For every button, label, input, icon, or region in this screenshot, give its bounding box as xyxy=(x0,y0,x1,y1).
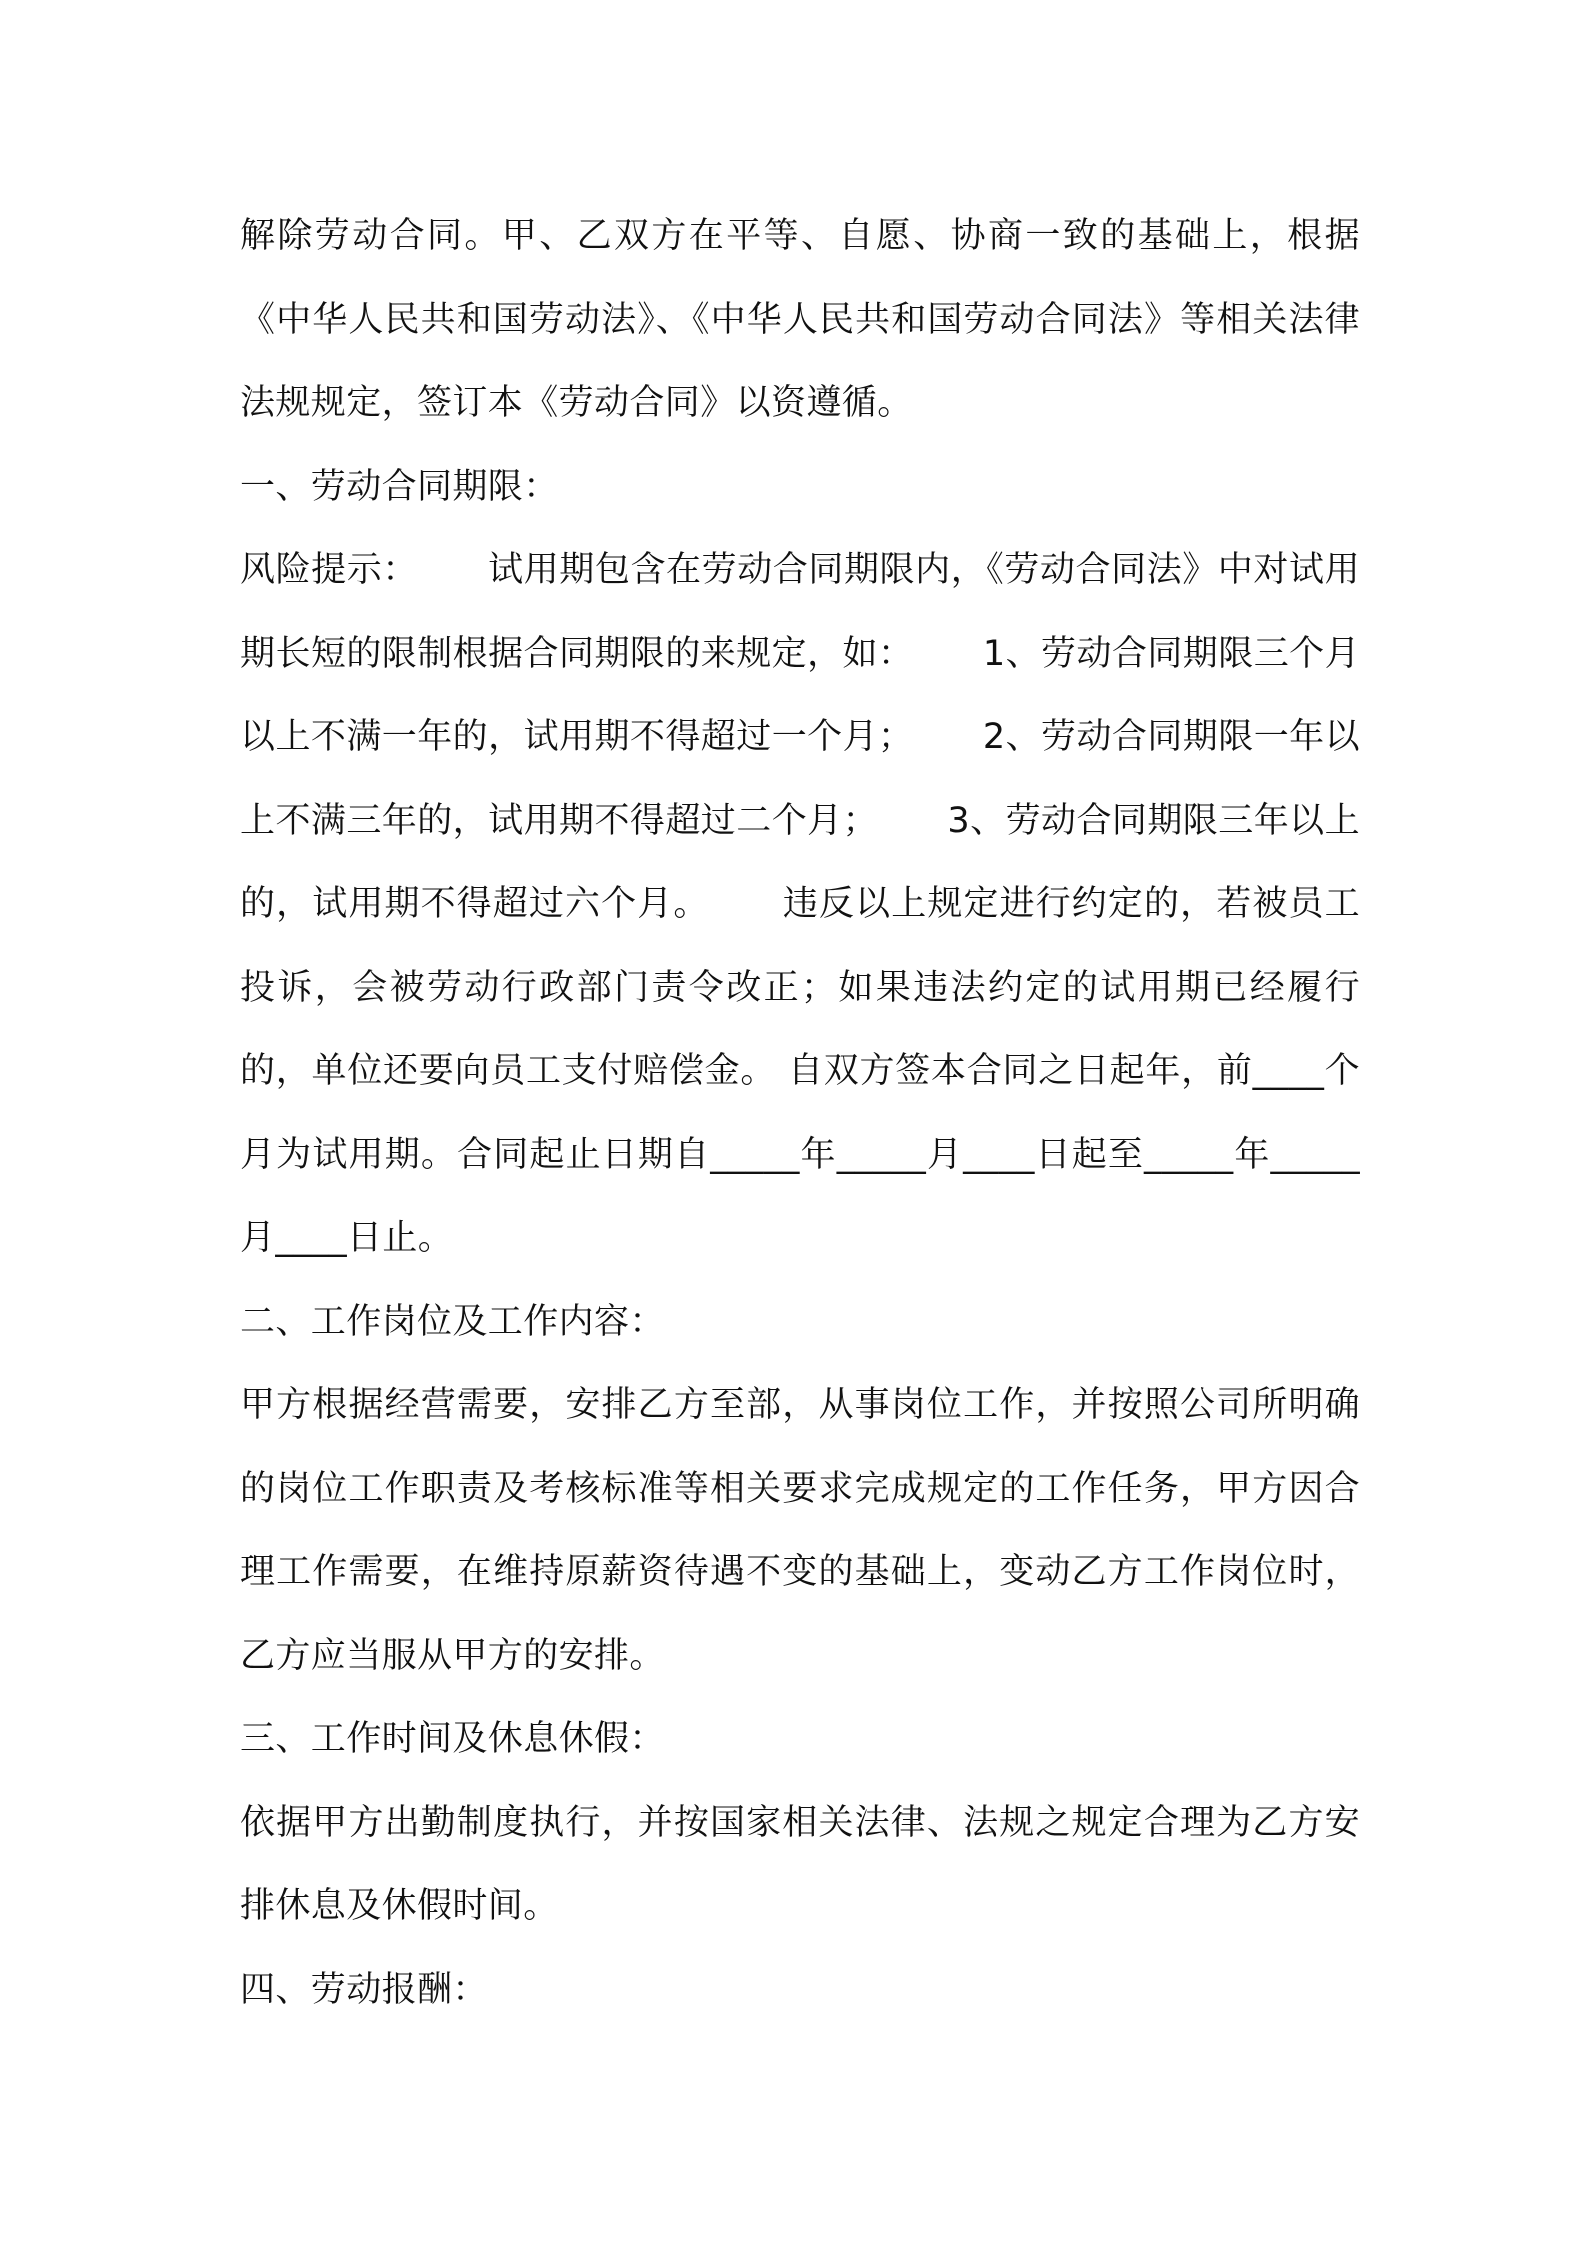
section-heading-pay: 四、劳动报酬： xyxy=(240,1969,488,2010)
section-heading-term: 一、劳动合同期限： xyxy=(240,466,559,507)
job-paragraph: 甲方根据经营需要，安排乙方至部，从事岗位工作，并按照公司所明确的岗位工作职责及考核标准等相关要求完成规定的工作任务，甲方因合理工作需要，在维持原薪资待遇不变的基础上，变动乙方工作岗位时，乙方应当服从甲方的安排。 xyxy=(240,1385,1360,1676)
intro-paragraph: 解除劳动合同。甲、乙双方在平等、自愿、协商一致的基础上，根据《中华人民共和国劳动法》、《中华人民共和国劳动合同法》等相关法律法规规定，签订本《劳动合同》以资遵循。 xyxy=(240,216,1360,423)
section-heading-hours: 三、工作时间及休息休假： xyxy=(240,1719,665,1759)
section-heading-job: 二、工作岗位及工作内容： xyxy=(240,1301,665,1342)
term-paragraph: 风险提示： 试用期包含在劳动合同期限内，《劳动合同法》中对试用期长短的限制根据合同期限的来规定，如： 1、劳动合同期限三个月以上不满一年的，试用期不得超过一个月； 2、劳动合同期限一年以上不满三年的，试用期不得超过二个月； 3、劳动合同期限三年以上的，试用期不得超过六个月。 违反以上规定进行约定的，若被员工投诉，会被劳动行政部门责令改正；如果违法约定的试用期已经履行的，单位还要向员工支付赔偿金。 自双方签本合同之日起年，前____个月为试用期。合同起止日期自_____年_____月____日起至_____年_____月____日止。 xyxy=(240,550,1360,1258)
document-body xyxy=(240,195,1360,2032)
hours-paragraph: 依据甲方出勤制度执行，并按国家相关法律、法规之规定合理为乙方安排休息及休假时间。 xyxy=(240,1802,1360,1926)
